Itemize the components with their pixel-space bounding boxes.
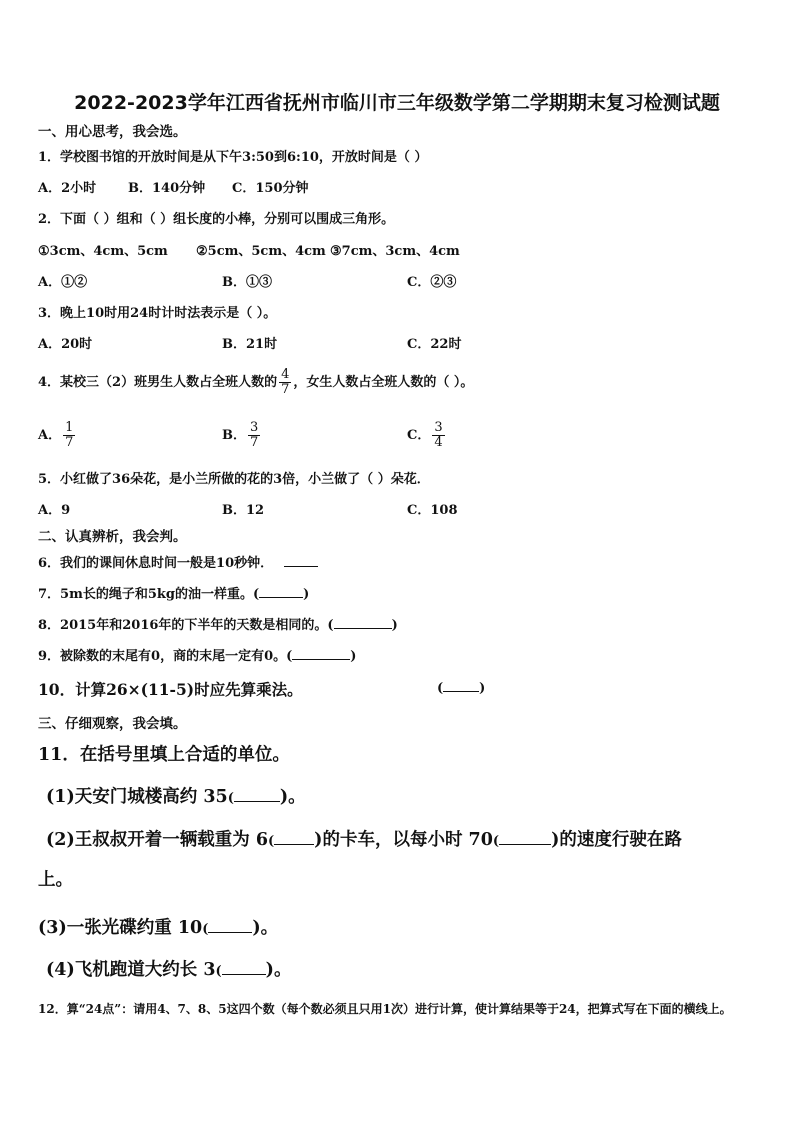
q1-option-b[interactable]: B．140分钟 bbox=[128, 181, 206, 196]
q2-group-2: ②5cm、5cm、4cm bbox=[196, 244, 326, 259]
q4-stem-after: ，女生人数占全班人数的（ ）。 bbox=[293, 375, 474, 390]
q10-paren-close: ) bbox=[479, 681, 486, 696]
fraction-numerator: 4 bbox=[281, 367, 290, 382]
option-label: C． bbox=[407, 428, 431, 443]
q11-item-2-text-e: )的速度行驶在路 bbox=[551, 830, 682, 850]
question-10 bbox=[38, 678, 303, 700]
q2-option-c[interactable]: C．②③ bbox=[407, 275, 457, 290]
q9-paren-close: ) bbox=[350, 649, 357, 664]
q3-option-c[interactable]: C．22时 bbox=[407, 337, 462, 352]
q1-option-c[interactable]: C．150分钟 bbox=[232, 181, 309, 196]
q6-text: 6．我们的课间休息时间一般是10秒钟． bbox=[38, 556, 274, 571]
q11-item-3 bbox=[38, 914, 278, 939]
q7-paren-close: ) bbox=[303, 587, 310, 602]
fraction-denominator: 7 bbox=[65, 435, 74, 450]
q8-text: 8．2015年和2016年的下半年的天数是相同的。( bbox=[38, 618, 334, 633]
fraction-numerator: 3 bbox=[250, 420, 259, 435]
q10-text: 10．计算26×(11-5)时应先算乘法。 bbox=[38, 680, 303, 699]
paren-open: ( bbox=[202, 922, 209, 937]
q11-item-4 bbox=[46, 956, 291, 981]
paren-close: )。 bbox=[279, 787, 306, 807]
q10-answer-blank[interactable] bbox=[443, 690, 479, 692]
question-7 bbox=[38, 583, 309, 602]
q11-item-2-text-a: (2)王叔叔开着一辆载重为 6 bbox=[46, 830, 269, 850]
question-11-stem: 11．在括号里填上合适的单位。 bbox=[38, 745, 290, 765]
question-5-stem: 5．小红做了36朵花，是小兰所做的花的3倍，小兰做了（ ）朵花． bbox=[38, 472, 430, 487]
question-4-stem bbox=[38, 368, 473, 397]
fraction-numerator: 1 bbox=[65, 420, 74, 435]
q11-item-1-text: (1)天安门城楼高约 35 bbox=[46, 787, 228, 807]
q5-option-b[interactable]: B．12 bbox=[222, 503, 265, 518]
option-fraction bbox=[432, 421, 444, 450]
q11-item-1 bbox=[46, 783, 306, 808]
option-fraction bbox=[63, 421, 75, 450]
q3-option-a[interactable]: A．20时 bbox=[38, 337, 93, 352]
q9-answer-blank[interactable] bbox=[292, 658, 350, 660]
question-8 bbox=[38, 614, 398, 633]
q9-text: 9．被除数的末尾有0，商的末尾一定有0。( bbox=[38, 649, 293, 664]
q5-option-c[interactable]: C．108 bbox=[407, 503, 458, 518]
section-1-heading: 一、用心思考，我会选。 bbox=[38, 124, 187, 140]
fraction-denominator: 7 bbox=[250, 435, 259, 450]
q2-group-3: ③7cm、3cm、4cm bbox=[330, 244, 460, 259]
q2-option-a[interactable]: A．①② bbox=[38, 275, 88, 290]
q2-option-b[interactable]: B．①③ bbox=[222, 275, 272, 290]
page-title: 2022-2023学年江西省抚州市临川市三年级数学第二学期期末复习检测试题 bbox=[74, 92, 720, 114]
paren-open: ( bbox=[227, 791, 234, 806]
q11-item-2-blank-2[interactable] bbox=[499, 843, 551, 845]
q5-option-a[interactable]: A．9 bbox=[38, 503, 71, 518]
option-label: B． bbox=[222, 428, 246, 443]
paren-open: ( bbox=[268, 834, 275, 849]
q4-option-a[interactable] bbox=[38, 421, 77, 450]
question-1-stem: 1．学校图书馆的开放时间是从下午3:50到6:10，开放时间是（ ） bbox=[38, 150, 428, 165]
q7-answer-blank[interactable] bbox=[259, 596, 303, 598]
section-3-heading: 三、仔细观察，我会填。 bbox=[38, 716, 187, 732]
paren-close: )。 bbox=[265, 960, 292, 980]
q1-option-a[interactable]: A．2小时 bbox=[38, 181, 97, 196]
q4-stem-fraction bbox=[279, 368, 291, 397]
q11-item-2-continuation: 上。 bbox=[38, 870, 73, 890]
q11-item-2 bbox=[46, 826, 682, 851]
q11-item-2-blank-1[interactable] bbox=[274, 843, 314, 845]
section-2-heading: 二、认真辨析，我会判。 bbox=[38, 529, 187, 545]
question-12: 12．算“24点”：请用4、7、8、5这四个数（每个数必须且只用1次）进行计算，使计算结果等于24，把算式写在下面的横线上。 bbox=[38, 1002, 732, 1016]
fraction-denominator: 4 bbox=[434, 435, 443, 450]
q7-text: 7．5m长的绳子和5kg的油一样重。( bbox=[38, 587, 260, 602]
q4-stem-before: 4．某校三（2）班男生人数占全班人数的 bbox=[38, 375, 278, 390]
q4-option-b[interactable] bbox=[222, 421, 262, 450]
question-3-stem: 3．晚上10时用24时计时法表示是（ ）。 bbox=[38, 306, 277, 321]
q6-answer-blank[interactable] bbox=[284, 565, 318, 567]
question-6 bbox=[38, 552, 318, 571]
q11-item-4-text: (4)飞机跑道大约长 3 bbox=[46, 960, 216, 980]
fraction-denominator: 7 bbox=[281, 382, 290, 397]
q11-item-2-text-c: )的卡车，以每小时 70 bbox=[314, 830, 493, 850]
q11-item-3-blank[interactable] bbox=[208, 931, 252, 933]
q11-item-3-text: (3)一张光碟约重 10 bbox=[38, 918, 203, 938]
paren-open: ( bbox=[492, 834, 500, 849]
q10-paren-open: ( bbox=[437, 681, 444, 696]
option-fraction bbox=[248, 421, 260, 450]
fraction-numerator: 3 bbox=[434, 420, 443, 435]
q3-option-b[interactable]: B．21时 bbox=[222, 337, 278, 352]
paren-close: )。 bbox=[252, 918, 279, 938]
q11-item-4-blank[interactable] bbox=[222, 973, 266, 975]
q10-answer bbox=[437, 681, 485, 696]
q8-answer-blank[interactable] bbox=[334, 627, 392, 629]
question-2-stem: 2．下面（ ）组和（ ）组长度的小棒，分别可以围成三角形。 bbox=[38, 212, 395, 227]
q4-option-c[interactable] bbox=[407, 421, 447, 450]
question-9 bbox=[38, 645, 356, 664]
q2-group-1: ①3cm、4cm、5cm bbox=[38, 244, 168, 259]
q8-paren-close: ) bbox=[391, 618, 398, 633]
option-label: A． bbox=[38, 428, 62, 443]
q11-item-1-blank[interactable] bbox=[234, 800, 280, 802]
paren-open: ( bbox=[215, 964, 222, 979]
